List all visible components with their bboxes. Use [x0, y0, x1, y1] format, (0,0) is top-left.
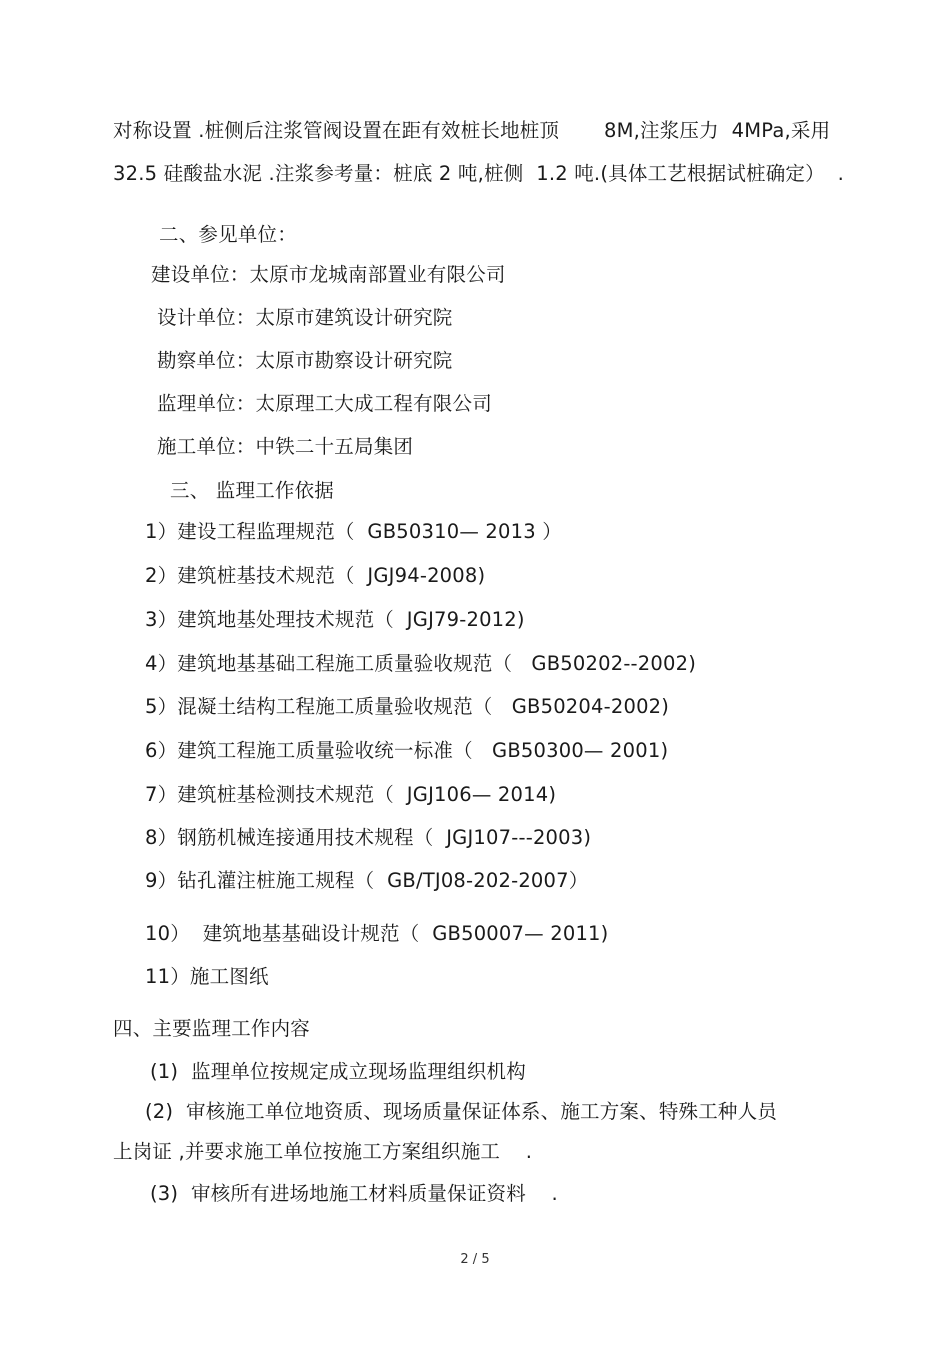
work-item-1: (1) 监理单位按规定成立现场监理组织机构: [150, 1060, 526, 1083]
basis-item: 3）建筑地基处理技术规范（ JGJ79-2012): [145, 608, 525, 631]
basis-item: 5）混凝土结构工程施工质量验收规范（ GB50204-2002): [145, 695, 670, 718]
unit-design: 设计单位：太原市建筑设计研究院: [157, 306, 453, 329]
work-item-3: (3) 审核所有进场地施工材料质量保证资料 .: [150, 1182, 558, 1205]
intro-line-1: 对称设置 .桩侧后注浆管阀设置在距有效桩长地桩顶 8M,注浆压力 4MPa,采用: [113, 119, 831, 142]
basis-item: 9）钻孔灌注桩施工规程（ GB/TJ08-202-2007）: [145, 869, 589, 892]
basis-item: 7）建筑桩基检测技术规范（ JGJ106— 2014): [145, 783, 557, 806]
basis-item: 6）建筑工程施工质量验收统一标准（ GB50300— 2001): [145, 739, 669, 762]
section-2-heading: 二、参见单位：: [159, 223, 297, 246]
basis-item: 1）建设工程监理规范（ GB50310— 2013 ）: [145, 520, 562, 543]
basis-item: 4）建筑地基基础工程施工质量验收规范（ GB50202--2002): [145, 652, 697, 675]
section-3-heading: 三、 监理工作依据: [170, 479, 334, 502]
basis-item: 2）建筑桩基技术规范（ JGJ94-2008): [145, 564, 486, 587]
section-4-heading: 四、主要监理工作内容: [113, 1017, 311, 1040]
unit-survey: 勘察单位：太原市勘察设计研究院: [157, 349, 453, 372]
page-number: 2 / 5: [460, 1252, 490, 1267]
basis-item: 10） 建筑地基基础设计规范（ GB50007— 2011): [145, 922, 609, 945]
unit-supervision: 监理单位：太原理工大成工程有限公司: [157, 392, 492, 415]
work-item-2-line-2: 上岗证 ,并要求施工单位按施工方案组织施工 .: [113, 1140, 533, 1163]
basis-item: 11）施工图纸: [145, 965, 269, 988]
unit-construction: 建设单位：太原市龙城南部置业有限公司: [151, 263, 506, 286]
unit-contractor: 施工单位：中铁二十五局集团: [157, 435, 414, 458]
basis-item: 8）钢筋机械连接通用技术规程（ JGJ107---2003): [145, 826, 592, 849]
work-item-2-line-1: (2) 审核施工单位地资质、现场质量保证体系、施工方案、特殊工种人员: [145, 1100, 778, 1123]
intro-line-2: 32.5 硅酸盐水泥 .注浆参考量：桩底 2 吨,桩侧 1.2 吨.(具体工艺根据试桩确定） .: [113, 162, 845, 185]
